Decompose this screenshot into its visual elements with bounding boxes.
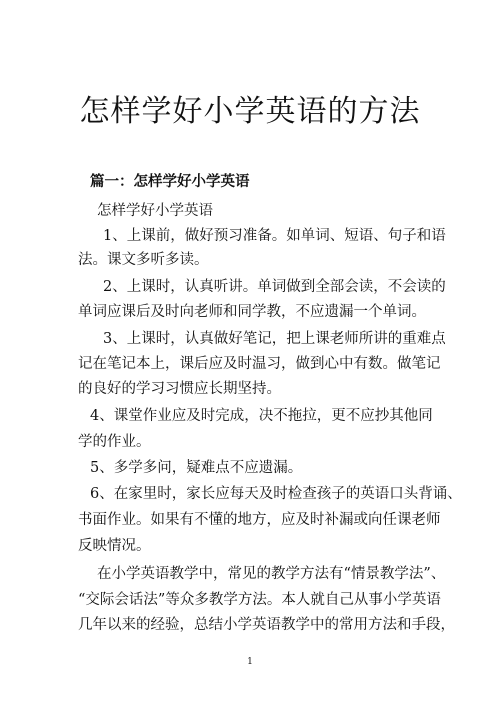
document-title: 怎样学好小学英语的方法 (79, 94, 421, 129)
paragraph-line: 在小学英语教学中，常见的教学方法有“情景教学法”、 (97, 566, 446, 582)
paragraph-line: 法。课文多听多读。 (78, 252, 209, 268)
paragraph-line: “交际会话法”等众多教学方法。本人就自己从事小学英语 (78, 592, 441, 608)
paragraph-line: 5、多学多问，疑难点不应遗漏。 (90, 460, 303, 476)
paragraph-line: 1、上课前，做好预习准备。如单词、短语、句子和语 (103, 228, 446, 244)
paragraph-line: 书面作业。如果有不懂的地方，应及时补漏或向任课老师 (78, 512, 441, 528)
paragraph-line: 2、上课时，认真听讲。单词做到全部会读，不会读的 (103, 279, 446, 295)
paragraph-line: 3、上课时，认真做好笔记，把上课老师所讲的重难点 (103, 331, 446, 347)
paragraph-line: 4、课堂作业应及时完成，决不拖拉，更不应抄其他同 (90, 408, 433, 424)
paragraph-line: 单词应课后及时向老师和同学教，不应遗漏一个单词。 (78, 304, 426, 320)
section-heading: 篇一：怎样学好小学英语 (90, 173, 250, 190)
paragraph-line: 几年以来的经验，总结小学英语教学中的常用方法和手段， (78, 617, 455, 633)
paragraph-line: 反映情况。 (78, 538, 151, 554)
subheading: 怎样学好小学英语 (97, 203, 213, 219)
page-number: 1 (247, 657, 253, 667)
paragraph-line: 记在笔记本上，课后应及时温习，做到心中有数。做笔记 (78, 356, 441, 372)
paragraph-line: 6、在家里时，家长应每天及时检查孩子的英语口头背诵、 (90, 486, 462, 502)
paragraph-line: 学的作业。 (78, 434, 151, 450)
paragraph-line: 的良好的学习习惯应长期坚持。 (78, 381, 281, 397)
